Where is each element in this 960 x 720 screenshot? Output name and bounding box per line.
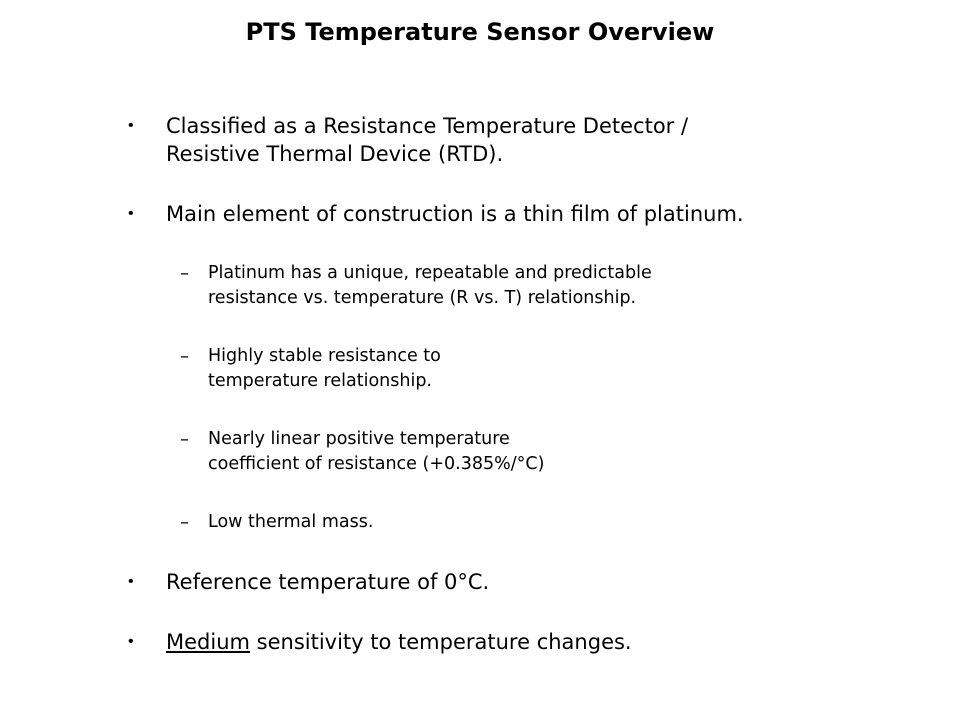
bullet-text: Reference temperature of 0°C.: [166, 570, 490, 594]
sub-bullet-marker: –: [180, 429, 189, 450]
sub-bullet-text: Nearly linear positive temperature coefficient of resistance (+0.385%/°C): [208, 429, 545, 474]
bullet-marker: •: [128, 205, 134, 222]
bullet-marker: •: [128, 573, 134, 590]
sub-bullet-marker: –: [180, 512, 189, 533]
sub-bullet-marker: –: [180, 263, 189, 284]
bullet-marker: •: [128, 633, 134, 650]
bullet-text: [166, 628, 846, 656]
emphasis-text: Medium: [166, 630, 250, 654]
sub-bullet-text: Low thermal mass.: [208, 512, 374, 532]
bullet-text: Main element of construction is a thin film of platinum.: [166, 202, 744, 226]
bullet-rest-text: sensitivity to temperature changes.: [249, 630, 632, 654]
sub-bullet-text: Highly stable resistance to temperature relationship.: [208, 346, 441, 391]
bullet-marker: •: [128, 117, 134, 134]
slide-title: PTS Temperature Sensor Overview: [245, 18, 715, 46]
sub-bullet-text: Platinum has a unique, repeatable and predictable resistance vs. temperature (R vs. T) relationship.: [208, 263, 652, 308]
bullet-text: Classified as a Resistance Temperature Detector / Resistive Thermal Device (RTD).: [166, 114, 689, 166]
sub-bullet-marker: –: [180, 346, 189, 367]
